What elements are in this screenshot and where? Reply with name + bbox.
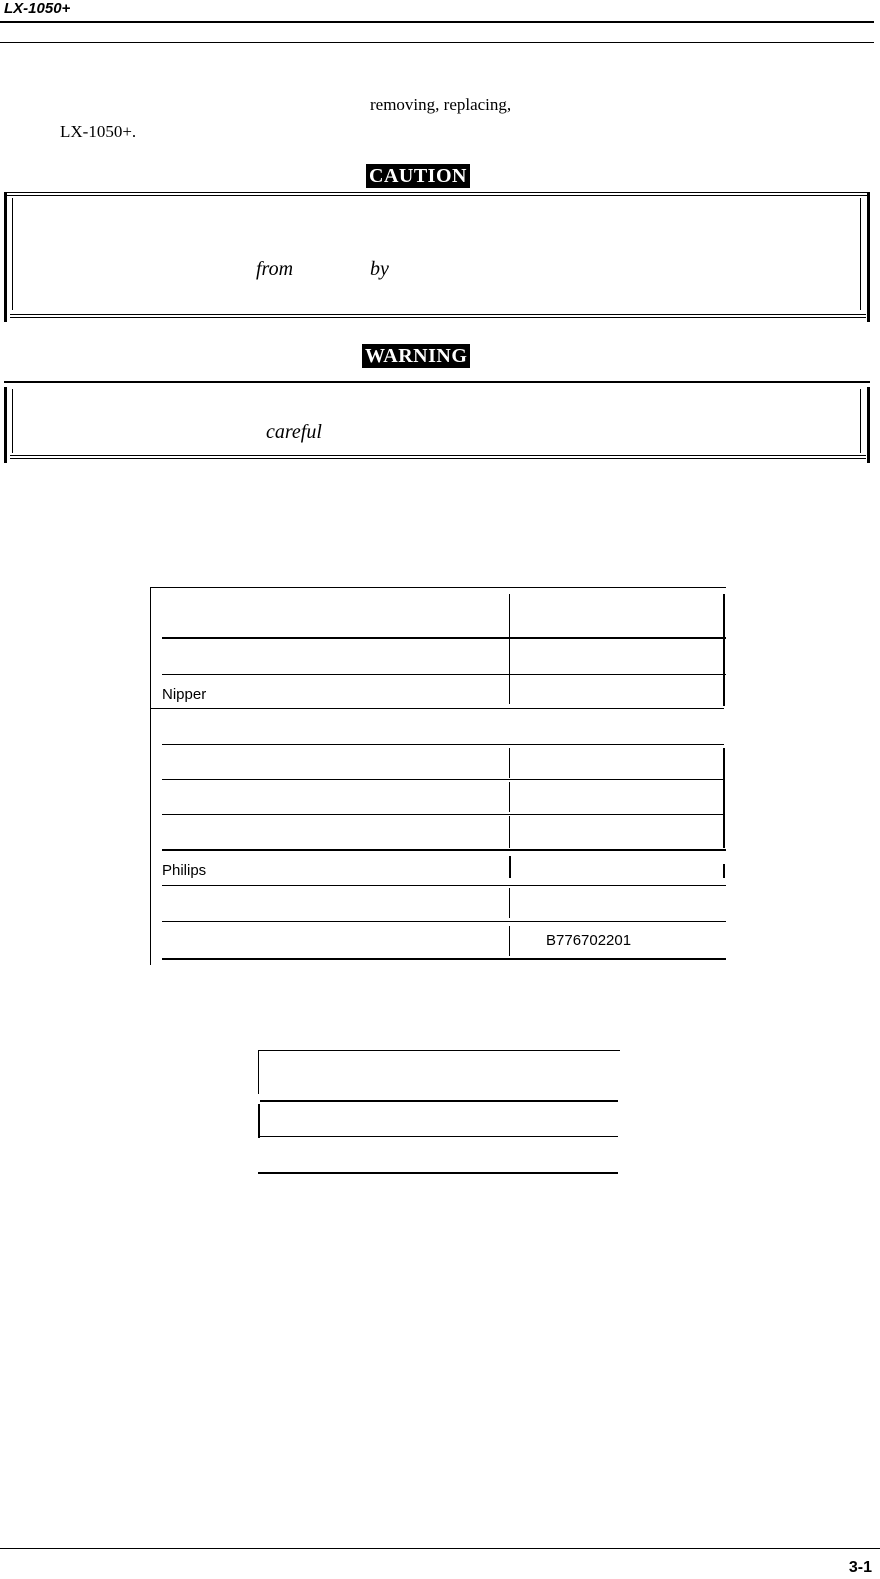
table-row-rule-3: [162, 744, 724, 745]
table-col-divider-5: [509, 782, 510, 812]
caution-side-borders: [4, 192, 870, 322]
table-right-rule-2: [723, 748, 725, 848]
table-col-divider-2: [509, 638, 510, 674]
caution-word-from: from: [256, 258, 294, 280]
warning-banner: WARNING: [362, 344, 470, 368]
table-bottom-rule: [162, 958, 726, 960]
warning-side-borders: [4, 387, 870, 463]
t2-left-rule-2: [258, 1104, 260, 1138]
caution-inner-right: [860, 198, 862, 310]
table-row-rule-4: [162, 779, 724, 780]
intro-fragment-2: LX-1050+.: [60, 122, 137, 141]
table-row-rule-7: [162, 885, 726, 886]
caution-banner: CAUTION: [366, 164, 470, 188]
header-model: LX-1050+: [4, 0, 71, 17]
table-cell-part-number: B776702201: [546, 932, 632, 949]
header-rule-lower: [0, 42, 874, 43]
t2-row-rule-1: [260, 1100, 618, 1102]
header-rule: [0, 21, 874, 23]
caution-word-by: by: [370, 258, 389, 280]
table-col-divider-9: [509, 926, 510, 956]
table-col-divider-8: [509, 888, 510, 918]
t2-bottom-rule: [258, 1172, 618, 1174]
table-row-rule-1: [162, 674, 726, 675]
t2-left-rule: [258, 1050, 259, 1094]
warning-word-careful: careful: [266, 421, 322, 443]
caution-box: [4, 192, 870, 322]
table-col-divider-3: [509, 674, 510, 704]
table-row-rule-2: [150, 708, 724, 709]
table-right-tick: [723, 864, 725, 878]
table-left-rule: [150, 587, 151, 965]
caution-inner-left: [12, 198, 14, 310]
warning-top-border: [4, 381, 870, 383]
intro-fragment-1: removing, replacing,: [370, 95, 512, 114]
t2-row-rule-2: [260, 1136, 618, 1137]
caution-bottom-border: [10, 314, 866, 318]
table-right-rule-1: [723, 594, 725, 706]
table-top-rule: [150, 587, 726, 588]
t2-top-rule: [258, 1050, 620, 1051]
warning-inner-right: [860, 389, 862, 453]
table-head-rule: [162, 637, 726, 639]
table-row-rule-8: [162, 921, 726, 922]
tool-table: [148, 586, 728, 966]
table-col-divider-7: [509, 856, 511, 878]
table-col-divider-6: [509, 816, 510, 848]
table-cell-nipper: Nipper: [162, 686, 207, 703]
page-number: 3-1: [848, 1559, 872, 1576]
table-cell-philips: Philips: [162, 862, 207, 879]
warning-box: [4, 381, 870, 463]
second-table: [256, 1050, 622, 1180]
footer-rule: [0, 1548, 880, 1549]
table-row-rule-6: [162, 849, 726, 851]
table-col-divider-1: [509, 594, 510, 638]
table-col-divider-4: [509, 748, 510, 778]
warning-bottom-border: [10, 455, 866, 459]
table-row-rule-5: [162, 814, 724, 815]
warning-inner-left: [12, 389, 14, 453]
